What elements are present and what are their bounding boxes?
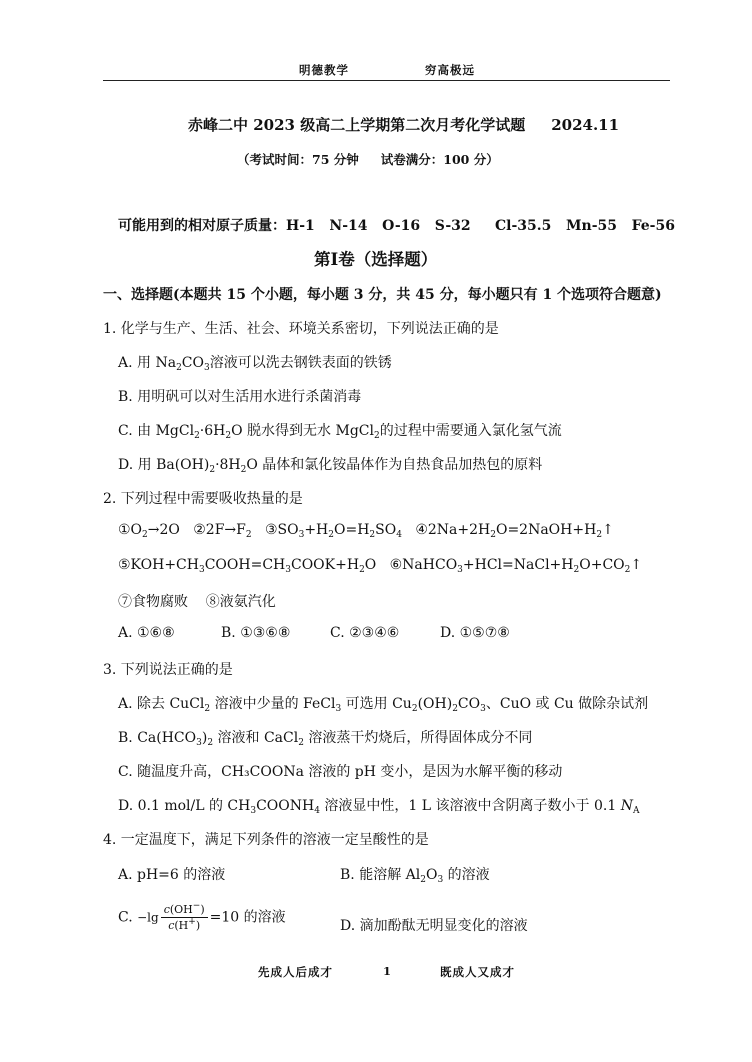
- exam-subtitle: [237, 150, 499, 168]
- header-left-motto: 明德教学: [299, 63, 349, 77]
- footer-right-motto: 既成人又成才: [440, 965, 515, 979]
- footer-left-motto: 先成人后成才: [258, 965, 333, 979]
- q2-process-line-1: $①O_2\to 2O$ $②2F\to F_2$ $③SO_3+H_2O=H_2SO_4$ $④2Na+2H_2O=2NaOH+H_2↑$: [118, 522, 614, 540]
- q3-option-d: D. 0.1 mol/L 的 $CH_3COONH_4$ 溶液显中性，1 L 该溶液中含阴离子数小于 0.1 $N_A$: [118, 798, 640, 816]
- q4-option-c: C. −lg $\frac{c(OH^-)}{c(H^+)}$ =10 的溶液: [118, 901, 286, 932]
- q1-option-a: A. 用 $Na_2CO_3$溶液可以洗去钢铁表面的铁锈: [118, 355, 392, 373]
- q1-option-b: B. 用明矾可以对生活用水进行杀菌消毒: [118, 389, 362, 405]
- q3-stem: 3. 下列说法正确的是: [103, 662, 233, 678]
- oh-h-ratio-fraction: $\frac{c(OH^-)}{c(H^+)}$: [161, 903, 208, 932]
- exam-title: [188, 114, 619, 135]
- q3-option-a: A. 除去 CuCl$_2$ 溶液中少量的 FeCl$_3$ 可选用 $Cu_2(OH)_2CO_3$、CuO 或 Cu 做除杂试剂: [118, 696, 649, 714]
- q1-option-d: D. 用 $Ba(OH)_2\cdot 8H_2O$ 晶体和氯化铵晶体作为自热食品加热包的原料: [118, 457, 543, 475]
- exam-time: （考试时间：75 分钟: [237, 152, 359, 167]
- volume-title: 第Ⅰ卷（选择题）: [314, 250, 438, 269]
- header-right-motto: 穷高极远: [425, 63, 475, 77]
- header-rule: [103, 80, 670, 81]
- exam-full-score: 试卷满分：100 分）: [380, 152, 499, 167]
- q2-option-c: C. ②③④⑥: [330, 625, 400, 641]
- q2-option-b: B. ①③⑥⑧: [221, 625, 291, 641]
- exam-date: 2024.11: [551, 116, 620, 134]
- q2-option-d: D. ①⑤⑦⑧: [440, 625, 510, 641]
- q4-option-b: B. 能溶解 $Al_2O_3$ 的溶液: [340, 867, 490, 885]
- q4-option-a: A. pH=6 的溶液: [118, 867, 226, 883]
- q3-option-c: C. 随温度升高，CH₃COONa 溶液的 pH 变小，是因为水解平衡的移动: [118, 764, 563, 780]
- q1-option-c: C. 由 $MgCl_2\cdot 6H_2O$ 脱水得到无水 MgCl$_2$的过程中需要通入氯化氢气流: [118, 423, 562, 441]
- q1-stem: 1. 化学与生产、生活、社会、环境关系密切，下列说法正确的是: [103, 321, 499, 337]
- q2-process-line-3: ⑦食物腐败 ⑧液氨汽化: [118, 594, 276, 610]
- q4-stem: 4. 一定温度下，满足下列条件的溶液一定呈酸性的是: [103, 832, 429, 848]
- q2-option-a: A. ①⑥⑧: [118, 625, 175, 641]
- page-header: [103, 62, 670, 80]
- page-number: 1: [383, 964, 393, 978]
- q2-process-line-2: $⑤KOH+CH_3COOH=CH_3COOK+H_2O$ $⑥NaHCO_3+HCl=NaCl+H_2O+CO_2↑$: [118, 557, 643, 575]
- exam-title-text: 赤峰二中 2023 级高二上学期第二次月考化学试题: [188, 116, 526, 134]
- q2-stem: 2. 下列过程中需要吸收热量的是: [103, 491, 303, 507]
- q3-option-b: B. $Ca(HCO_3)_2$ 溶液和 CaCl$_2$ 溶液蒸干灼烧后，所得固体成分不同: [118, 730, 533, 748]
- q4-option-d: D. 滴加酚酞无明显变化的溶液: [340, 918, 528, 934]
- section-heading: 一、选择题(本题共 15 个小题，每小题 3 分，共 45 分，每小题只有 1 个选项符合题意): [103, 287, 662, 303]
- atomic-masses: 可能用到的相对原子质量：H-1 N-14 O-16 S-32 Cl-35.5 Mn-55 Fe-56: [118, 218, 675, 234]
